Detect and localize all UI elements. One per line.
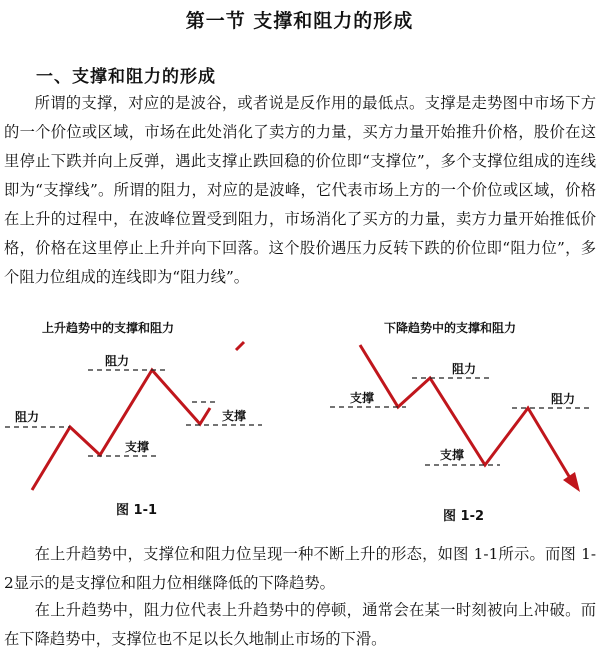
- section-title: 第一节 支撑和阻力的形成: [185, 10, 414, 32]
- uptrend-price-line: [32, 370, 210, 490]
- downtrend-arrowhead: [563, 472, 580, 492]
- label-resistance-upper: 阻力: [452, 362, 477, 376]
- label-resistance-right: 阻力: [551, 392, 576, 406]
- subsection-title: 一、支撑和阻力的形成: [36, 67, 216, 87]
- figure-1-1-caption: 图 1-1: [116, 503, 158, 518]
- uptrend-tail-dash: [236, 342, 244, 350]
- paragraph-definitions: 所谓的支撑，对应的是波谷，或者说是反作用的最低点。支撑是走势图中市场下方的一个价位或区域，市场在此处消化了卖方的力量，买方力量开始推升价格，股价在这里停止下跌并向上反弹，遇此支撑止跌回稳的价位即“支撑位”，多个支撑位组成的连线即为“支撑线”。所谓的阻力，对应的是波峰，它代表市场上方的一个价位或区域，价格在上升的过程中，在波峰位置受到阻力，市场消化了买方的力量，卖方力量开始推低价格，价格在这里停止上升并向下回落。这个股价遇压力反转下跌的价位即“阻力位”，多个阻力位组成的连线即为“阻力线”。: [4, 94, 596, 286]
- label-support-mid: 支撑: [125, 440, 150, 454]
- label-resistance-upper: 阻力: [105, 354, 130, 368]
- label-resistance-left: 阻力: [15, 410, 40, 424]
- label-support-right: 支撑: [222, 409, 247, 423]
- figure-1-2-caption: 图 1-2: [443, 509, 485, 524]
- figure-1-1: [5, 320, 262, 518]
- paragraph-breakout: 在上升趋势中，阻力位代表上升趋势中的停顿，通常会在某一时刻被向上冲破。而在下降趋势中，支撑位也不足以长久地制止市场的下滑。: [4, 601, 596, 648]
- label-support-lower: 支撑: [440, 448, 465, 462]
- figure-1-1-heading: 上升趋势中的支撑和阻力: [42, 321, 175, 335]
- paragraph-trend-figures: 在上升趋势中，支撑位和阻力位呈现一种不断上升的形态，如图 1-1所示。而图 1-2显示的是支撑位和阻力位相继降低的下降趋势。: [4, 545, 596, 592]
- figure-1-2-heading: 下降趋势中的支撑和阻力: [384, 321, 517, 335]
- label-support-left: 支撑: [350, 391, 375, 405]
- figure-1-2: [330, 320, 590, 524]
